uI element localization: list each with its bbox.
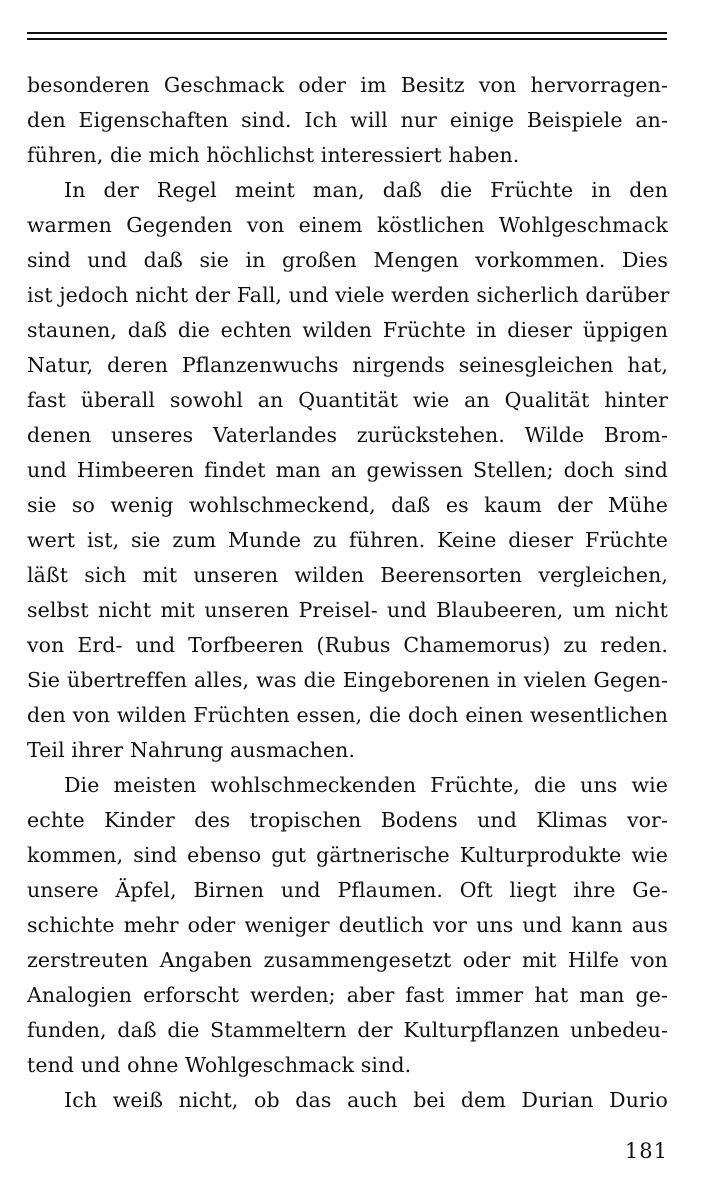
text-line: wert ist, sie zum Munde zu führen. Keine dieser Früchte — [27, 528, 668, 552]
text-line: staunen, daß die echten wilden Früchte in dieser üppigen — [27, 318, 668, 342]
text-line: Natur, deren Pflanzenwuchs nirgends seinesgleichen hat, — [27, 353, 668, 377]
text-line: läßt sich mit unseren wilden Beerensorten vergleichen, — [27, 563, 668, 587]
text-line: von Erd- und Torfbeeren (Rubus Chamemorus) zu reden. — [27, 633, 668, 657]
text-line: echte Kinder des tropischen Bodens und Klimas vor- — [27, 808, 668, 832]
body-text — [27, 68, 668, 1118]
text-line: den Eigenschaften sind. Ich will nur einige Beispiele an- — [27, 108, 668, 132]
text-line: In der Regel meint man, daß die Früchte in den — [64, 178, 668, 202]
text-line: selbst nicht mit unseren Preisel- und Blaubeeren, um nicht — [27, 598, 668, 622]
text-line: und Himbeeren findet man an gewissen Stellen; doch sind — [27, 458, 668, 482]
text-line: den von wilden Früchten essen, die doch einen wesentlichen — [27, 703, 668, 727]
text-line: Analogien erforscht werden; aber fast immer hat man ge- — [27, 983, 668, 1007]
text-line: zerstreuten Angaben zusammengesetzt oder mit Hilfe von — [27, 948, 668, 972]
text-line: Die meisten wohlschmeckenden Früchte, die uns wie — [64, 773, 668, 797]
text-line: besonderen Geschmack oder im Besitz von hervorragen- — [27, 73, 668, 97]
top-rule-secondary — [27, 38, 667, 40]
text-line: fast überall sowohl an Quantität wie an Qualität hinter — [27, 388, 668, 412]
text-line: funden, daß die Stammeltern der Kulturpflanzen unbedeu- — [27, 1018, 668, 1042]
top-rule — [27, 32, 667, 34]
text-line: warmen Gegenden von einem köstlichen Wohlgeschmack — [27, 213, 668, 237]
text-line: sie so wenig wohlschmeckend, daß es kaum der Mühe — [27, 493, 668, 517]
text-line: ist jedoch nicht der Fall, und viele werden sicherlich darüber — [27, 283, 670, 307]
text-line: schichte mehr oder weniger deutlich vor uns und kann aus — [27, 913, 668, 937]
page-number: 181 — [624, 1139, 668, 1163]
text-line: denen unseres Vaterlandes zurückstehen. Wilde Brom- — [27, 423, 668, 447]
text-line: sind und daß sie in großen Mengen vorkommen. Dies — [27, 248, 668, 272]
text-line: unsere Äpfel, Birnen und Pflaumen. Oft liegt ihre Ge- — [27, 878, 668, 902]
text-line: kommen, sind ebenso gut gärtnerische Kulturprodukte wie — [27, 843, 668, 867]
text-line: führen, die mich höchlichst interessiert haben. — [27, 143, 520, 167]
text-line: Ich weiß nicht, ob das auch bei dem Durian Durio — [64, 1088, 668, 1112]
text-line: Teil ihrer Nahrung ausmachen. — [27, 738, 356, 762]
text-line: tend und ohne Wohlgeschmack sind. — [27, 1053, 412, 1077]
text-line: Sie übertreffen alles, was die Eingeborenen in vielen Gegen- — [27, 668, 668, 692]
